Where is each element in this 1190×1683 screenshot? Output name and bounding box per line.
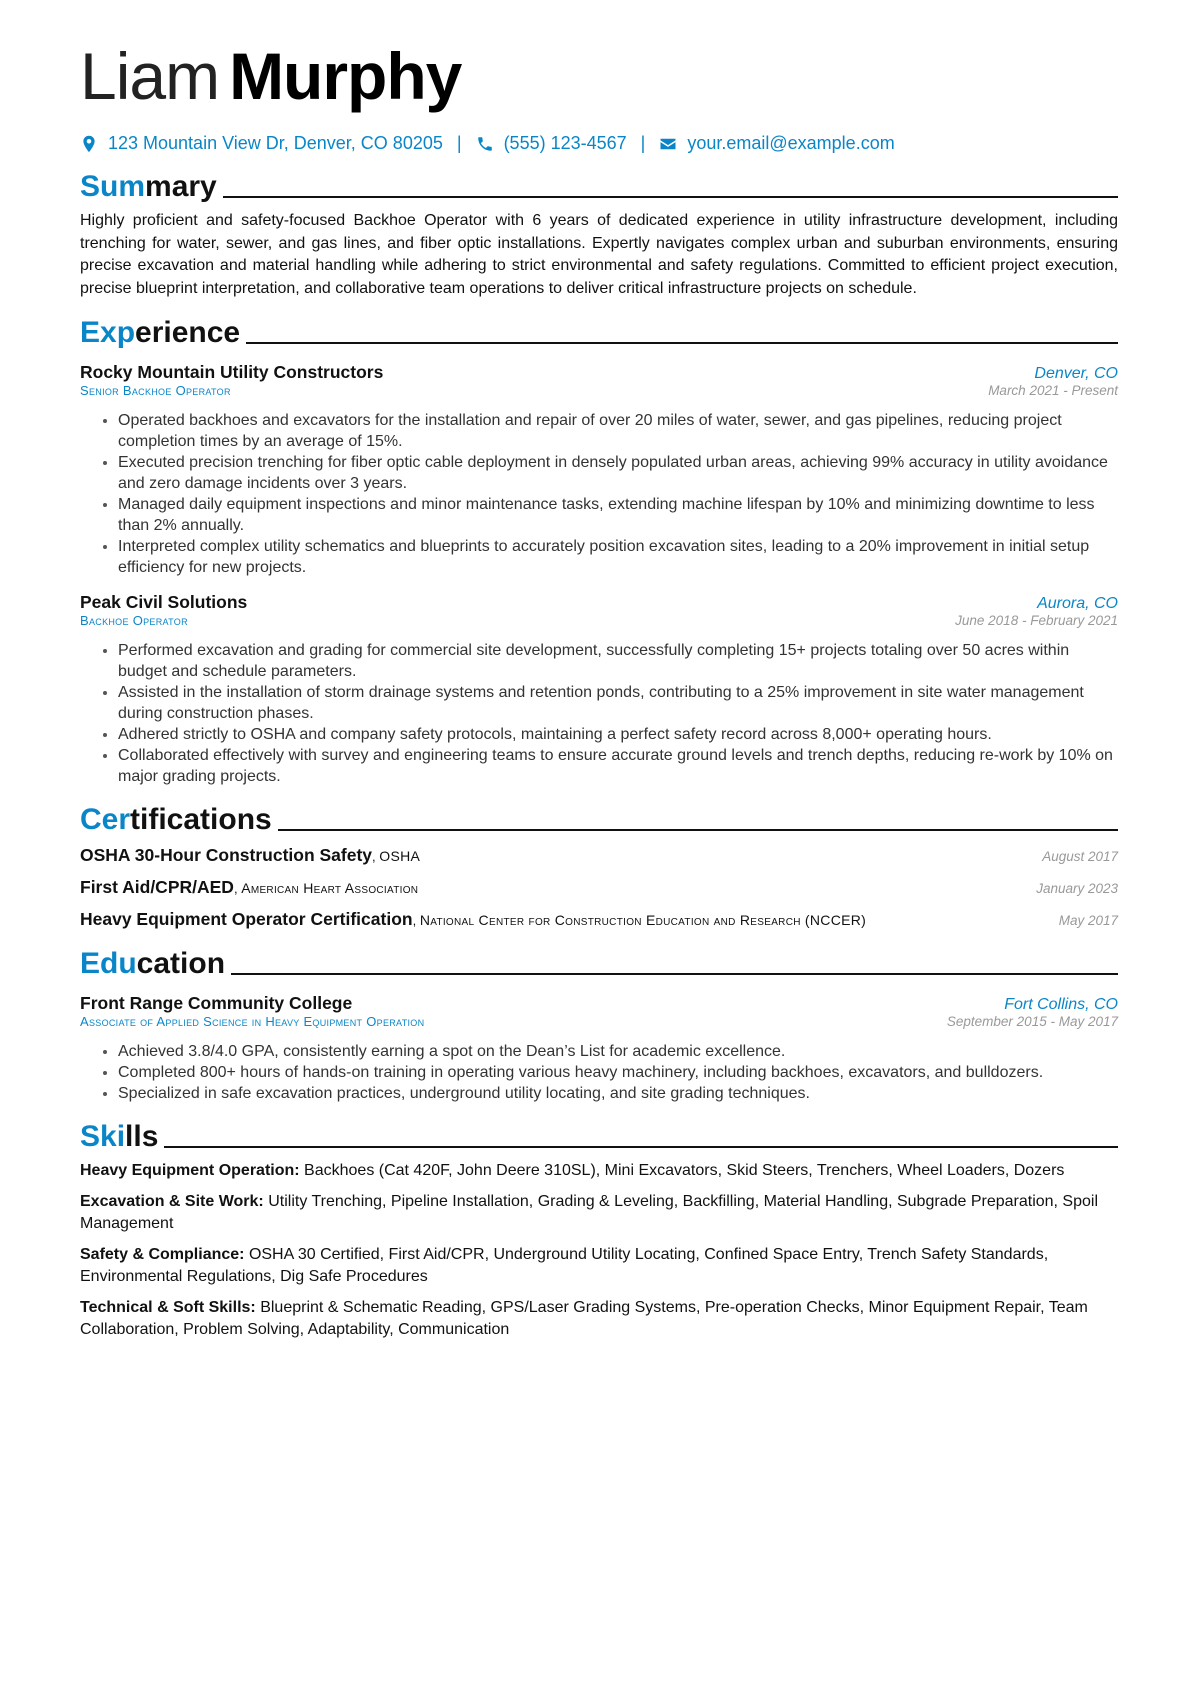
education-entry [80,993,1118,1104]
address-item [80,133,443,154]
map-pin-icon [80,135,98,153]
certification-date: January 2023 [1036,881,1118,897]
job-title: Backhoe Operator [80,613,188,629]
degree-title: Associate of Applied Science in Heavy Equipment Operation [80,1014,425,1030]
certification-item: First Aid/CPR/AED, American Heart Association January 2023 [80,877,1118,898]
education-dates: September 2015 - May 2017 [946,1014,1118,1030]
list-item: • Adhered strictly to OSHA and company safety protocols, maintaining a perfect safety record across 8,000+ operating hours. [118,724,1118,745]
certification-name: First Aid/CPR/AED [80,877,234,898]
certification-date: August 2017 [1042,849,1118,865]
section-rule [246,342,1118,344]
skill-category: Safety & Compliance: [80,1245,245,1263]
certification-name: Heavy Equipment Operator Certification [80,909,413,930]
list-item: • Assisted in the installation of storm drainage systems and retention ponds, contributing to a 25% improvement in site water management during construction phases. [118,682,1118,724]
section-summary-header [80,172,1118,202]
list-item: • Operated backhoes and excavators for the installation and repair of over 20 miles of water, sewer, and gas pipelines, reducing project completion times by an average of 15%. [118,410,1118,452]
job-location: Denver, CO [1034,365,1118,383]
phone-icon [476,135,494,153]
list-item: • Managed daily equipment inspections and minor maintenance tasks, extending machine lifespan by 10% and minimizing downtime to less than 2% annually. [118,494,1118,536]
list-item: • Completed 800+ hours of hands-on training in operating various heavy machinery, including backhoes, excavators, and bulldozers. [118,1062,1118,1083]
phone-item [476,133,627,154]
section-rule [231,973,1118,975]
job-location: Aurora, CO [1037,595,1118,613]
certification-issuer: OSHA [379,848,421,865]
certification-item: Heavy Equipment Operator Certification, National Center for Construction Education and Research (NCCER) May 2017 [80,909,1118,930]
skill-line [80,1297,1118,1342]
envelope-icon [659,135,677,153]
section-title: Certifications [80,803,272,837]
section-experience-header [80,318,1118,348]
list-item: • Executed precision trenching for fiber optic cable deployment in densely populated urban areas, achieving 99% accuracy in utility avoidance and zero damage incidents over 3 years. [118,452,1118,494]
certification-date: May 2017 [1058,913,1118,929]
candidate-name [80,39,1118,113]
skill-values: Utility Trenching, Pipeline Installation, Grading & Leveling, Backfilling, Material Handling, Subgrade Preparation, Spoil Management [80,1192,1099,1233]
last-name: Murphy [229,39,462,113]
job-dates: June 2018 - February 2021 [955,613,1118,629]
section-title: Summary [80,170,217,204]
education-bullets [80,1041,1118,1104]
contact-separator: | [640,133,646,154]
first-name: Liam [80,39,220,113]
section-title: Education [80,947,226,981]
address-text: 123 Mountain View Dr, Denver, CO 80205 [108,133,443,154]
skill-values: Backhoes (Cat 420F, John Deere 310SL), Mini Excavators, Skid Steers, Trenchers, Wheel Loaders, Dozers [304,1162,1065,1180]
phone-text: (555) 123-4567 [503,133,627,154]
list-item: • Specialized in safe excavation practices, underground utility locating, and site grading techniques. [118,1083,1118,1104]
list-item: • Performed excavation and grading for commercial site development, successfully completing 15+ projects totaling over 50 acres within budget and schedule parameters. [118,640,1118,682]
employer-name: Peak Civil Solutions [80,592,248,613]
school-location: Fort Collins, CO [1004,996,1118,1014]
certification-issuer: American Heart Association [241,880,419,897]
skill-values: Blueprint & Schematic Reading, GPS/Laser Grading Systems, Pre-operation Checks, Minor Equipment Repair, Team Collaboration, Problem Solving, Adaptability, Communication [80,1298,1088,1339]
skill-line [80,1244,1118,1289]
certification-name: OSHA 30-Hour Construction Safety [80,845,373,866]
certification-item: OSHA 30-Hour Construction Safety, OSHA August 2017 [80,845,1118,866]
school-name: Front Range Community College [80,993,353,1014]
skill-line [80,1160,1118,1183]
contact-bar [80,133,1118,154]
job-dates: March 2021 - Present [988,383,1118,399]
list-item: • Interpreted complex utility schematics and blueprints to accurately position excavation sites, leading to a 20% improvement in initial setup efficiency for new projects. [118,536,1118,578]
job-bullets [80,640,1118,787]
list-item: • Achieved 3.8/4.0 GPA, consistently earning a spot on the Dean’s List for academic excellence. [118,1041,1118,1062]
section-title: Skills [80,1120,159,1154]
experience-entry [80,362,1118,578]
skill-category: Heavy Equipment Operation: [80,1162,300,1180]
section-rule [278,829,1118,831]
job-title: Senior Backhoe Operator [80,383,231,399]
experience-entry [80,592,1118,787]
email-item[interactable] [659,133,894,154]
contact-separator: | [456,133,462,154]
certification-issuer: National Center for Construction Education and Research (NCCER) [419,912,867,929]
skill-category: Technical & Soft Skills: [80,1298,256,1316]
skill-line [80,1191,1118,1236]
job-bullets [80,410,1118,578]
list-item: • Collaborated effectively with survey and engineering teams to ensure accurate ground levels and trench depths, reducing re-work by 10% on major grading projects. [118,745,1118,787]
summary-text: Highly proficient and safety-focused Backhoe Operator with 6 years of dedicated experience in utility infrastructure development, including trenching for water, sewer, and gas lines, and fiber optic installations. Expertly navigates complex urban and suburban environments, ensuring precise excavation and material handling while adhering to strict environmental and safety regulations. Committed to efficient project execution, precise blueprint interpretation, and collaborative team operations to deliver critical infrastructure projects on schedule. [80,212,1118,297]
skill-values: OSHA 30 Certified, First Aid/CPR, Underground Utility Locating, Confined Space Entry, Trench Safety Standards, Environmental Regulations, Dig Safe Procedures [80,1245,1049,1286]
section-skills-header [80,1122,1118,1152]
employer-name: Rocky Mountain Utility Constructors [80,362,384,383]
email-link[interactable]: your.email@example.com [687,133,895,154]
section-rule [223,196,1118,198]
section-certifications-header [80,805,1118,835]
section-education-header [80,949,1118,979]
skill-category: Excavation & Site Work: [80,1192,264,1210]
section-title: Experience [80,316,241,350]
section-rule [164,1146,1118,1148]
